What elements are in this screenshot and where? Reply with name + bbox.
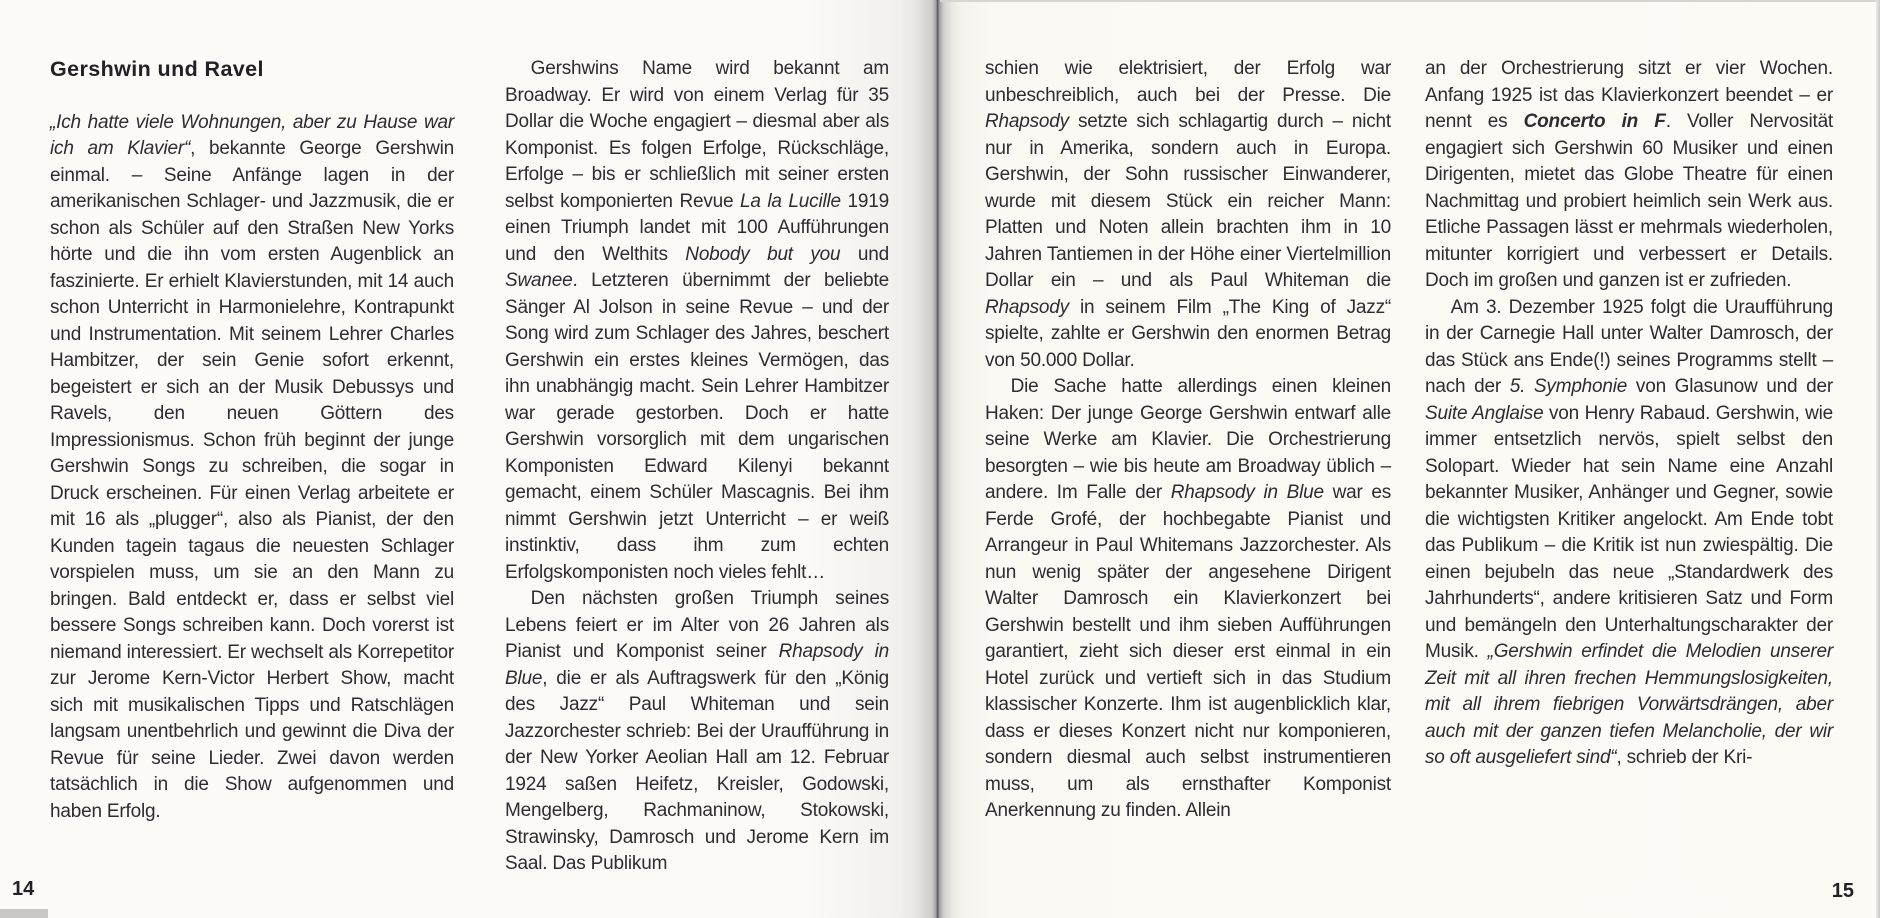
paragraph: an der Orchestrierung sitzt er vier Wochen. Anfang 1925 ist das Klavierkonzert beendet – er nennt es Concerto in F. Voller Nervosität engagiert sich Gershwin 60 Musiker und einen Dirigenten, mietet das Globe Theatre für einen Nachmittag und probiert heimlich sein Werk aus. Etliche Passagen lässt er mehrmals wiederholen, mitunter korrigiert und verbessert er Details. Doch im großen und ganzen ist er zufrieden. xyxy=(1425,58,1834,291)
page-15 xyxy=(937,0,1880,918)
page-number-left: 14 xyxy=(12,878,35,900)
page-edge-right xyxy=(1876,0,1880,918)
text-column-4 xyxy=(1425,56,1833,772)
paragraph: „Ich hatte viele Wohnungen, aber zu Hause war ich am Klavier“, bekannte George Gershwin einmal. – Seine Anfänge lagen in der amerikanischen Schlager- und Jazzmusik, die er schon als Schüler auf den Straßen New Yorks hörte und die ihn vom ersten Augenblick an faszinierte. Er erhielt Klavierstunden, mit 14 auch schon Unterricht in Harmonielehre, Kontrapunkt und Instrumentation. Mit seinem Lehrer Charles Hambitzer, der sein Genie sofort erkennt, begeistert er sich an der Musik Debussys und Ravels, den neuen Göttern des Impressionismus. Schon früh beginnt der junge Gershwin Songs zu schreiben, die sogar in Druck erscheinen. Für einen Verlag arbeitete er mit 16 als „plugger“, also als Pianist, der den Kunden tagein tagaus die neuesten Schlager vorspielen muss, um sie an den Mann zu bringen. Bald entdeckt er, dass er selbst viel bessere Songs schreiben kann. Doch vorerst ist niemand interessiert. Er wechselt als Korrepetitor zur Jerome Kern-Victor Herbert Show, macht sich mit musikalischen Tipps und Ratschlägen langsam unentbehrlich und gewinnt die Diva der Revue für seine Lieder. Zwei davon werden tatsächlich in die Show aufgenommen und haben Erfolg. xyxy=(50,111,454,822)
paragraph: Am 3. Dezember 1925 folgt die Uraufführung in der Carnegie Hall unter Walter Damrosch, der das Stück ans Ende(!) seines Programms stellt – nach der 5. Symphonie von Glasunow und der Suite Anglaise von Henry Rabaud. Gershwin, wie immer entsetzlich nervös, spielt selbst den Solopart. Wieder hat sein Name eine Anzahl bekannter Musiker, Anhänger und Gegner, sowie die wichtigsten Kritiker angelockt. Am Ende tobt das Publikum – die Kritik ist nun zwiespältig. Die einen bejubeln das neue „Standardwerk des Jahrhunderts“, andere kritisieren Satz und Form und bemängeln den Unterhaltungscharakter der Musik. „Gershwin erfindet die Melodien unserer Zeit mit all ihren frechen Hemmungslosigkeiten, mit all ihrem fiebrigen Vorwärtsdrängen, aber auch mit der ganzen tiefen Melancholie, der wir so oft ausgeliefert sind“, schrieb der Kri- xyxy=(1425,296,1833,768)
page-fold-gutter xyxy=(914,0,962,918)
paragraph: schien wie elektrisiert, der Erfolg war unbeschreiblich, auch bei der Presse. Die Rhapsody setzte sich schlagartig durch – nicht nur in Amerika, sondern auch in Europa. Gershwin, der Sohn russischer Einwanderer, wurde mit diesem Stück ein reicher Mann: Platten und Noten allein brachten ihm in 10 Jahren Tantiemen in der Höhe einer Viertelmillion Dollar ein – und als Paul Whiteman die Rhapsody in seinem Film „The King of Jazz“ spielte, zahlte er Gershwin den enormen Betrag von 50.000 Dollar. xyxy=(985,58,1391,371)
page-14 xyxy=(0,0,937,918)
section-heading: Gershwin und Ravel xyxy=(50,57,264,81)
paragraph: Gershwins Name wird bekannt am Broadway. Er wird von einem Verlag für 35 Dollar die Woche engagiert – diesmal aber als Komponist. Es folgen Erfolge, Rückschläge, Erfolge – bis er schließlich mit seiner ersten selbst komponierten Revue La la Lucille 1919 einen Triumph landet mit 100 Aufführungen und den Welthits Nobody but you und Swanee. Letzteren übernimmt der beliebte Sänger Al Jolson in seine Revue – und der Song wird zum Schlager des Jahres, beschert Gershwin ein erstes kleines Vermögen, das ihn unabhängig macht. Sein Lehrer Hambitzer war gerade gestorben. Doch er hatte Gershwin vorsorglich mit dem ungarischen Komponisten Edward Kilenyi bekannt gemacht, einem Schüler Mascagnis. Bei ihm nimmt Gershwin jetzt Unterricht – er weiß instinktiv, dass ihm zum echten Erfolgskomponisten noch vieles fehlt… xyxy=(505,58,890,583)
text-column-1 xyxy=(50,56,454,825)
text-column-3 xyxy=(985,56,1391,825)
text-column-2 xyxy=(505,56,889,878)
scan-artifact-corner xyxy=(0,909,48,918)
column-2-text xyxy=(505,56,889,878)
page-number-right: 15 xyxy=(1831,880,1854,902)
column-4-text xyxy=(1425,56,1833,772)
paragraph: Die Sache hatte allerdings einen kleinen Haken: Der junge George Gershwin entwarf alle seine Werke am Klavier. Die Orchestrierung besorgten – wie bis heute am Broadway üblich – andere. Im Falle der Rhapsody in Blue war es Ferde Grofé, der hochbegabte Pianist und Arrangeur in Paul Whitemans Jazzorchester. Als nun wenig später der angesehene Dirigent Walter Damrosch ein Klavierkonzert bei Gershwin bestellt und ihm sieben Aufführungen garantiert, zieht sich dieser erst einmal in ein Hotel zurück und vertieft sich in das Studium klassischer Konzerte. Ihm ist augenblicklich klar, dass er dieses Konzert nicht nur komponieren, sondern diesmal auch selbst instrumentieren muss, um als ernsthafter Komponist Anerkennung zu finden. Allein xyxy=(985,376,1391,821)
paragraph: Den nächsten großen Triumph seines Lebens feiert er im Alter von 26 Jahren als Pianist und Komponist seiner Rhapsody in Blue, die er als Auftragswerk für den „König des Jazz“ Paul Whiteman und sein Jazzorchester schrieb: Bei der Uraufführung in der New Yorker Aeolian Hall am 12. Februar 1924 saßen Heifetz, Kreisler, Godowski, Mengelberg, Rachmaninow, Stokowski, Strawinsky, Damrosch und Jerome Kern im Saal. Das Publikum xyxy=(505,588,889,874)
column-1-text xyxy=(50,110,454,826)
page-edge-top xyxy=(940,0,1880,2)
column-3-text xyxy=(985,56,1391,825)
